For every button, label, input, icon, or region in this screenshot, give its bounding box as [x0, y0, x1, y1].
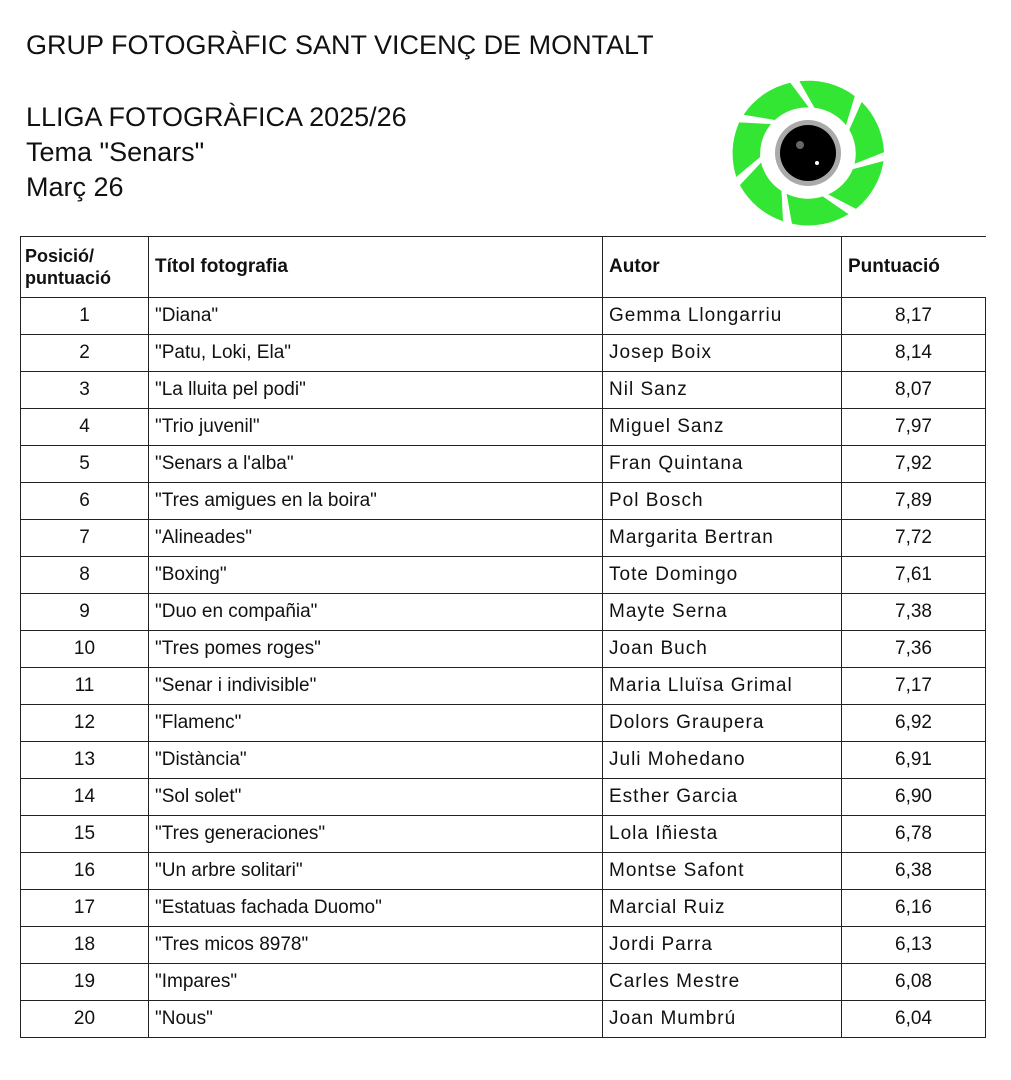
table-row [21, 890, 986, 927]
title-cell: "La lluita pel podi" [149, 372, 603, 409]
title-cell: "Diana" [149, 298, 603, 335]
theme-label: Tema "Senars" [26, 137, 205, 167]
position-cell: 19 [21, 964, 149, 1001]
author-cell: Miguel Sanz [603, 409, 842, 446]
author-cell: Fran Quintana [603, 446, 842, 483]
position-cell: 6 [21, 483, 149, 520]
title-cell: "Impares" [149, 964, 603, 1001]
table-row [21, 298, 986, 335]
table-row [21, 705, 986, 742]
column-header-position: Posició/ puntuació [21, 237, 149, 298]
author-cell: Dolors Graupera [603, 705, 842, 742]
score-cell: 7,72 [842, 520, 986, 557]
title-cell: "Tres pomes roges" [149, 631, 603, 668]
position-cell: 17 [21, 890, 149, 927]
table-row [21, 372, 986, 409]
table-header-row [21, 237, 986, 298]
position-cell: 2 [21, 335, 149, 372]
title-cell: "Sol solet" [149, 779, 603, 816]
position-cell: 10 [21, 631, 149, 668]
author-cell: Josep Boix [603, 335, 842, 372]
table-row [21, 816, 986, 853]
table-row [21, 594, 986, 631]
table-row [21, 520, 986, 557]
score-cell: 7,17 [842, 668, 986, 705]
title-cell: "Duo en compañia" [149, 594, 603, 631]
position-cell: 12 [21, 705, 149, 742]
position-cell: 1 [21, 298, 149, 335]
table-row [21, 964, 986, 1001]
position-cell: 4 [21, 409, 149, 446]
position-cell: 15 [21, 816, 149, 853]
author-cell: Marcial Ruiz [603, 890, 842, 927]
title-cell: "Alineades" [149, 520, 603, 557]
score-cell: 7,61 [842, 557, 986, 594]
score-cell: 7,38 [842, 594, 986, 631]
score-cell: 6,08 [842, 964, 986, 1001]
score-cell: 6,92 [842, 705, 986, 742]
title-cell: "Flamenc" [149, 705, 603, 742]
table-row [21, 742, 986, 779]
position-cell: 14 [21, 779, 149, 816]
position-cell: 16 [21, 853, 149, 890]
author-cell: Lola Iñiesta [603, 816, 842, 853]
score-cell: 6,78 [842, 816, 986, 853]
title-cell: "Boxing" [149, 557, 603, 594]
table-row [21, 668, 986, 705]
score-cell: 8,07 [842, 372, 986, 409]
shutter-blade [740, 163, 783, 222]
title-cell: "Senars a l'alba" [149, 446, 603, 483]
title-cell: "Patu, Loki, Ela" [149, 335, 603, 372]
table-row [21, 446, 986, 483]
column-header-title: Títol fotografia [149, 237, 603, 298]
league-info [26, 100, 407, 205]
table-row [21, 483, 986, 520]
score-cell: 8,14 [842, 335, 986, 372]
title-cell: "Tres generaciones" [149, 816, 603, 853]
score-cell: 6,90 [842, 779, 986, 816]
position-cell: 7 [21, 520, 149, 557]
month-label: Març 26 [26, 172, 124, 202]
title-cell: "Nous" [149, 1001, 603, 1038]
author-cell: Maria Lluïsa Grimal [603, 668, 842, 705]
author-cell: Carles Mestre [603, 964, 842, 1001]
shutter-blade [744, 83, 809, 120]
author-cell: Juli Mohedano [603, 742, 842, 779]
table-row [21, 557, 986, 594]
organization-title: GRUP FOTOGRÀFIC SANT VICENÇ DE MONTALT [26, 30, 654, 60]
score-cell: 7,97 [842, 409, 986, 446]
author-cell: Joan Buch [603, 631, 842, 668]
score-cell: 6,91 [842, 742, 986, 779]
title-cell: "Tres micos 8978" [149, 927, 603, 964]
title-cell: "Senar i indivisible" [149, 668, 603, 705]
score-cell: 7,92 [842, 446, 986, 483]
title-cell: "Distància" [149, 742, 603, 779]
position-cell: 3 [21, 372, 149, 409]
shutter-blade [799, 81, 854, 125]
position-cell: 8 [21, 557, 149, 594]
score-cell: 6,16 [842, 890, 986, 927]
author-cell: Mayte Serna [603, 594, 842, 631]
column-header-author: Autor [603, 237, 842, 298]
table-row [21, 335, 986, 372]
author-cell: Montse Safont [603, 853, 842, 890]
author-cell: Nil Sanz [603, 372, 842, 409]
table-row [21, 779, 986, 816]
score-cell: 6,04 [842, 1001, 986, 1038]
author-cell: Margarita Bertran [603, 520, 842, 557]
position-cell: 5 [21, 446, 149, 483]
author-cell: Joan Mumbrú [603, 1001, 842, 1038]
table-row [21, 409, 986, 446]
position-cell: 9 [21, 594, 149, 631]
score-cell: 6,13 [842, 927, 986, 964]
author-cell: Pol Bosch [603, 483, 842, 520]
table-row [21, 927, 986, 964]
title-cell: "Tres amigues en la boira" [149, 483, 603, 520]
table-row [21, 853, 986, 890]
table-row [21, 1001, 986, 1038]
score-cell: 8,17 [842, 298, 986, 335]
author-cell: Jordi Parra [603, 927, 842, 964]
score-cell: 7,36 [842, 631, 986, 668]
shutter-blade [733, 122, 771, 176]
author-cell: Esther Garcia [603, 779, 842, 816]
league-title: LLIGA FOTOGRÀFICA 2025/26 [26, 102, 407, 132]
title-cell: "Un arbre solitari" [149, 853, 603, 890]
title-cell: "Estatuas fachada Duomo" [149, 890, 603, 927]
ranking-table [20, 236, 986, 1038]
camera-shutter-logo-icon [728, 78, 888, 228]
position-cell: 11 [21, 668, 149, 705]
column-header-score: Puntuació [842, 237, 986, 298]
shutter-blade [849, 102, 884, 164]
author-cell: Tote Domingo [603, 557, 842, 594]
author-cell: Gemma Llongarriu [603, 298, 842, 335]
position-cell: 13 [21, 742, 149, 779]
score-cell: 6,38 [842, 853, 986, 890]
position-cell: 20 [21, 1001, 149, 1038]
title-cell: "Trio juvenil" [149, 409, 603, 446]
position-cell: 18 [21, 927, 149, 964]
table-row [21, 631, 986, 668]
score-cell: 7,89 [842, 483, 986, 520]
